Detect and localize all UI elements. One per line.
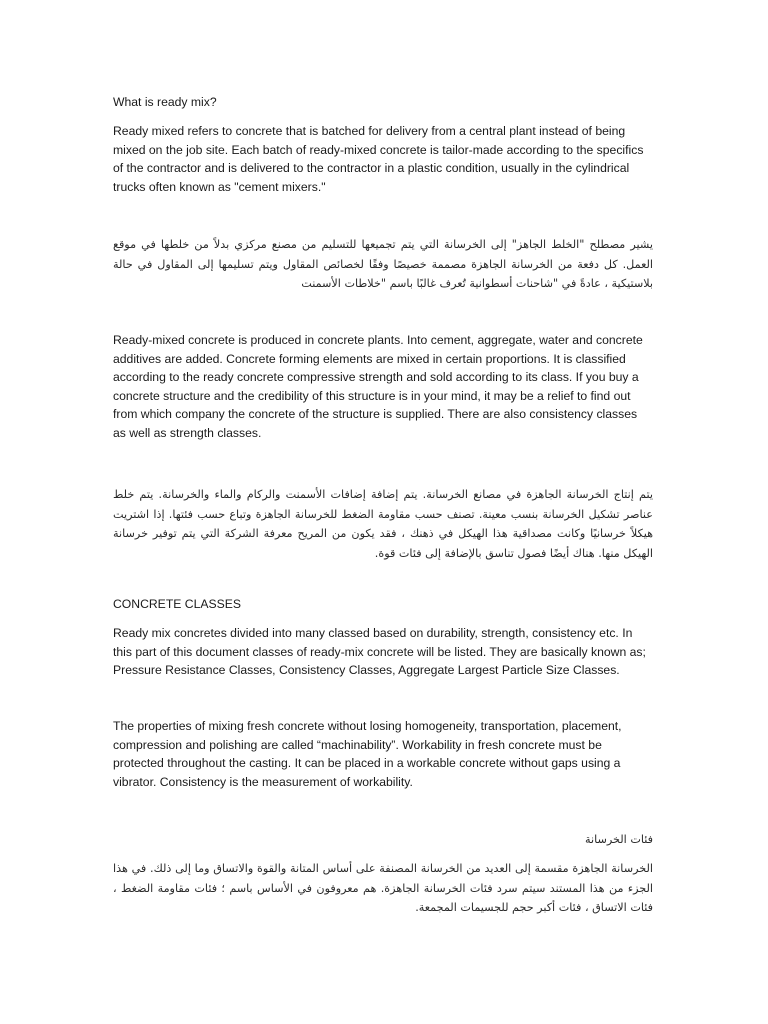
paragraph-production: Ready-mixed concrete is produced in concrete plants. Into cement, aggregate, water and concrete additives are added. Concrete forming elements are mixed in certain proportions. It is classified according to the ready concrete compressive strength and sold according to its class. If you buy a concrete structure and the credibility of this structure is in your mind, it may be a relief to find out from which company the concrete of the structure is supplied. There are also consistency classes as well as strength classes. — [113, 333, 643, 440]
paragraph-classes: Ready mix concretes divided into many classed based on durability, strength, consistency etc. In this part of this document classes of ready-mix concrete will be listed. They are basically known as; Pressure Resistance Classes, Consistency Classes, Aggregate Largest Particle Size Classes. — [113, 626, 646, 677]
paragraph-ready-mix-definition: Ready mixed refers to concrete that is batched for delivery from a central plant instead of being mixed on the job site. Each batch of ready-mixed concrete is tailor-made according to the specifics of the contractor and is delivered to the contractor in a plastic condition, usually in the cylindrical trucks often known as "cement mixers." — [113, 124, 644, 194]
arabic-heading-classes: فئات الخرسانة — [584, 833, 653, 846]
heading-what-is-ready-mix: What is ready mix? — [113, 95, 217, 109]
arabic-paragraph-classes: الخرسانة الجاهزة مقسمة إلى العديد من الخرسانة المصنفة على أساس المتانة والقوة والاتساق وما إلى ذلك. في هذا الجزء من هذا المستند سيتم سرد فئات الخرسانة الجاهزة. هم معروفون في الأساس باسم ؛ فئات مقاومة الضغط ، فئات الاتساق ، فئات أكبر حجم للجسيمات المجمعة. — [113, 862, 653, 914]
paragraph-workability: The properties of mixing fresh concrete without losing homogeneity, transportation, placement, compression and polishing are called “machinability”. Workability in fresh concrete must be protected throughout the casting. It can be placed in a workable concrete without gaps using a vibrator. Consistency is the measurement of workability. — [113, 719, 622, 789]
arabic-paragraph-production: يتم إنتاج الخرسانة الجاهزة في مصانع الخرسانة. يتم إضافة إضافات الأسمنت والركام والماء والخرسانة. يتم خلط عناصر تشكيل الخرسانة بنسب معينة. تصنف حسب مقاومة الضغط للخرسانة الجاهزة وتباع حسب فئتها. إذا اشتريت هيكلاً خرسانيًا وكانت مصداقية هذا الهيكل في ذهنك ، فقد يكون من المريح معرفة الشركة التي يتم توفير خرسانة الهيكل منها. هناك أيضًا فصول تناسق بالإضافة إلى فئات قوة. — [113, 488, 653, 560]
heading-concrete-classes: CONCRETE CLASSES — [113, 597, 241, 611]
arabic-paragraph-definition: يشير مصطلح "الخلط الجاهز" إلى الخرسانة التي يتم تجميعها للتسليم من مصنع مركزي بدلاً من خلطها في موقع العمل. كل دفعة من الخرسانة الجاهزة مصممة خصيصًا وفقًا لخصائص المقاول ويتم تسليمها إلى المقاول في حالة بلاستيكية ، عادةً في "شاحنات أسطوانية تُعرف غالبًا باسم "خلاطات الأسمنت — [113, 238, 653, 290]
